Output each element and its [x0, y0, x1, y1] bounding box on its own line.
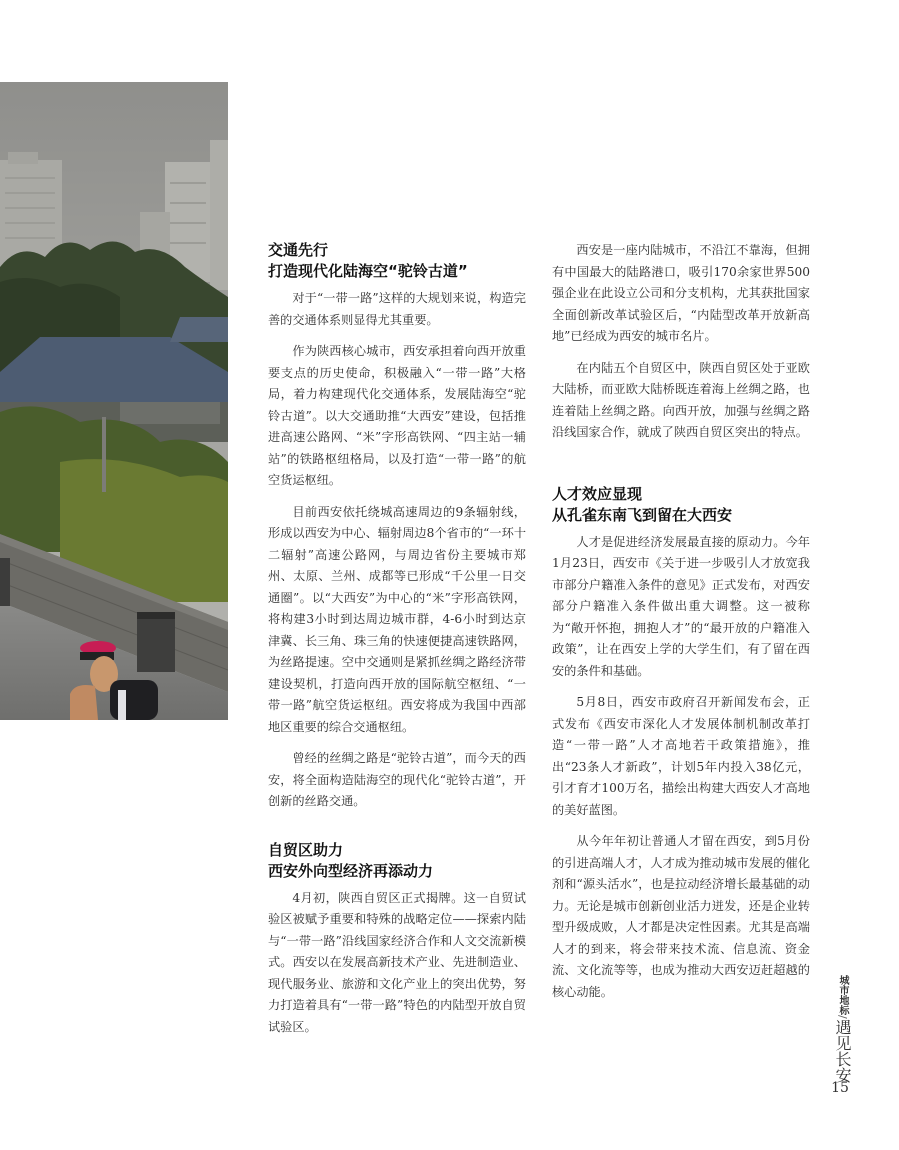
column-label	[832, 975, 854, 1083]
heading-line-1: 人才效应显现	[552, 484, 643, 503]
paragraph: 对于“一带一路”这样的大规划来说，构造完善的交通体系则显得尤其重要。	[268, 291, 526, 327]
paragraph: 5月8日，西安市政府召开新闻发布会，正式发布《西安市深化人才发展体制机制改革打造“一带一路”人才高地若干政策措施》，推出“23条人才新政”，计划5年内投入38亿元，引才育才100万名，描绘出构建大西安人才高地的美好蓝图。	[552, 695, 810, 817]
heading-line-2: 打造现代化陆海空“驼铃古道”	[268, 262, 468, 280]
section-heading-ftz	[268, 840, 526, 882]
paragraph: 目前西安依托绕城高速周边的9条辐射线，形成以西安为中心、辐射周边8个省市的“一环十二辐射”高速公路网，与周边省份主要城市郑州、太原、兰州、成都等已形成“千公里一日交通圈”。以“大西安”为中心的“米”字形高铁网，将构建3小时到达周边城市群，4-6小时到达京津冀、长三角、珠三角的快速便捷高速铁路网，为丝路提速。空中交通则是紧抓丝绸之路经济带建设契机，打造向西开放的国际航空枢纽、“一带一路”航空货运枢纽。西安将成为我国中西部地区重要的综合交通枢纽。	[268, 504, 526, 734]
paragraph: 人才是促进经济发展最直接的原动力。今年1月23日，西安市《关于进一步吸引人才放宽我市部分户籍准入条件的意见》正式发布，对西安部分户籍准入条件做出重大调整。这一被称为“敞开怀抱，拥抱人才”的“最开放的户籍准入政策”，让在西安上学的大学生们，有了留在西安的条件和基础。	[552, 534, 810, 678]
section-heading-talent	[552, 484, 810, 526]
heading-line-2: 从孔雀东南飞到留在大西安	[552, 505, 733, 524]
column-label-category: 城市地标	[837, 975, 848, 1015]
paragraph: 西安是一座内陆城市，不沿江不靠海，但拥有中国最大的陆路港口，吸引170余家世界500强企业在此设立公司和分支机构，尤其获批国家全面创新改革试验区后，“内陆型改革开放新高地”已经成为西安的城市名片。	[552, 243, 810, 343]
city-wall-photo	[0, 82, 228, 720]
paragraph: 从今年年初让普通人才留在西安，到5月份的引进高端人才，人才成为推动城市发展的催化剂和“源头活水”，也是拉动经济增长最基础的动力。无论是城市创新创业活力迸发，还是企业转型升级成败，人才都是决定性因素。尤其是高端人才的到来，将会带来技术流、信息流、资金流、文化流等等，也成为推动大西安迈赶超越的核心动能。	[552, 834, 810, 999]
page-number: 15	[831, 1080, 849, 1096]
section-heading-transport	[268, 240, 526, 282]
heading-line-1: 交通先行	[268, 241, 329, 259]
column-label-name: 遇见长安	[833, 1018, 852, 1083]
heading-line-2: 西安外向型经济再添动力	[268, 861, 434, 880]
paragraph: 作为陕西核心城市，西安承担着向西开放重要支点的历史使命，积极融入“一带一路”大格局，着力构建现代化交通体系，发展陆海空“驼铃古道”。以大交通助推“大西安”建设，包括推进高速公路网、“米”字形高铁网、“四主站一辅站”的铁路枢纽格局，以及打造“一带一路”的航空货运枢纽。	[268, 344, 526, 487]
column-label-slash: /	[836, 1015, 849, 1019]
heading-line-1: 自贸区助力	[268, 840, 344, 859]
paragraph: 在内陆五个自贸区中，陕西自贸区处于亚欧大陆桥，而亚欧大陆桥既连着海上丝绸之路，也连着陆上丝绸之路。向西开放，加强与丝绸之路沿线国家合作，就成了陕西自贸区突出的特点。	[552, 360, 810, 439]
left-column	[268, 240, 526, 1048]
right-column	[552, 240, 810, 1013]
paragraph: 4月初，陕西自贸区正式揭牌。这一自贸试验区被赋予重要和特殊的战略定位——探索内陆与“一带一路”沿线国家经济合作和人文交流新模式。西安以在发展高新技术产业、先进制造业、现代服务业、旅游和文化产业上的突出优势，努力打造着具有“一带一路”特色的内陆型开放自贸试验区。	[268, 890, 526, 1034]
paragraph: 曾经的丝绸之路是“驼铃古道”，而今天的西安，将全面构造陆海空的现代化“驼铃古道”，开创新的丝路交通。	[268, 751, 526, 808]
